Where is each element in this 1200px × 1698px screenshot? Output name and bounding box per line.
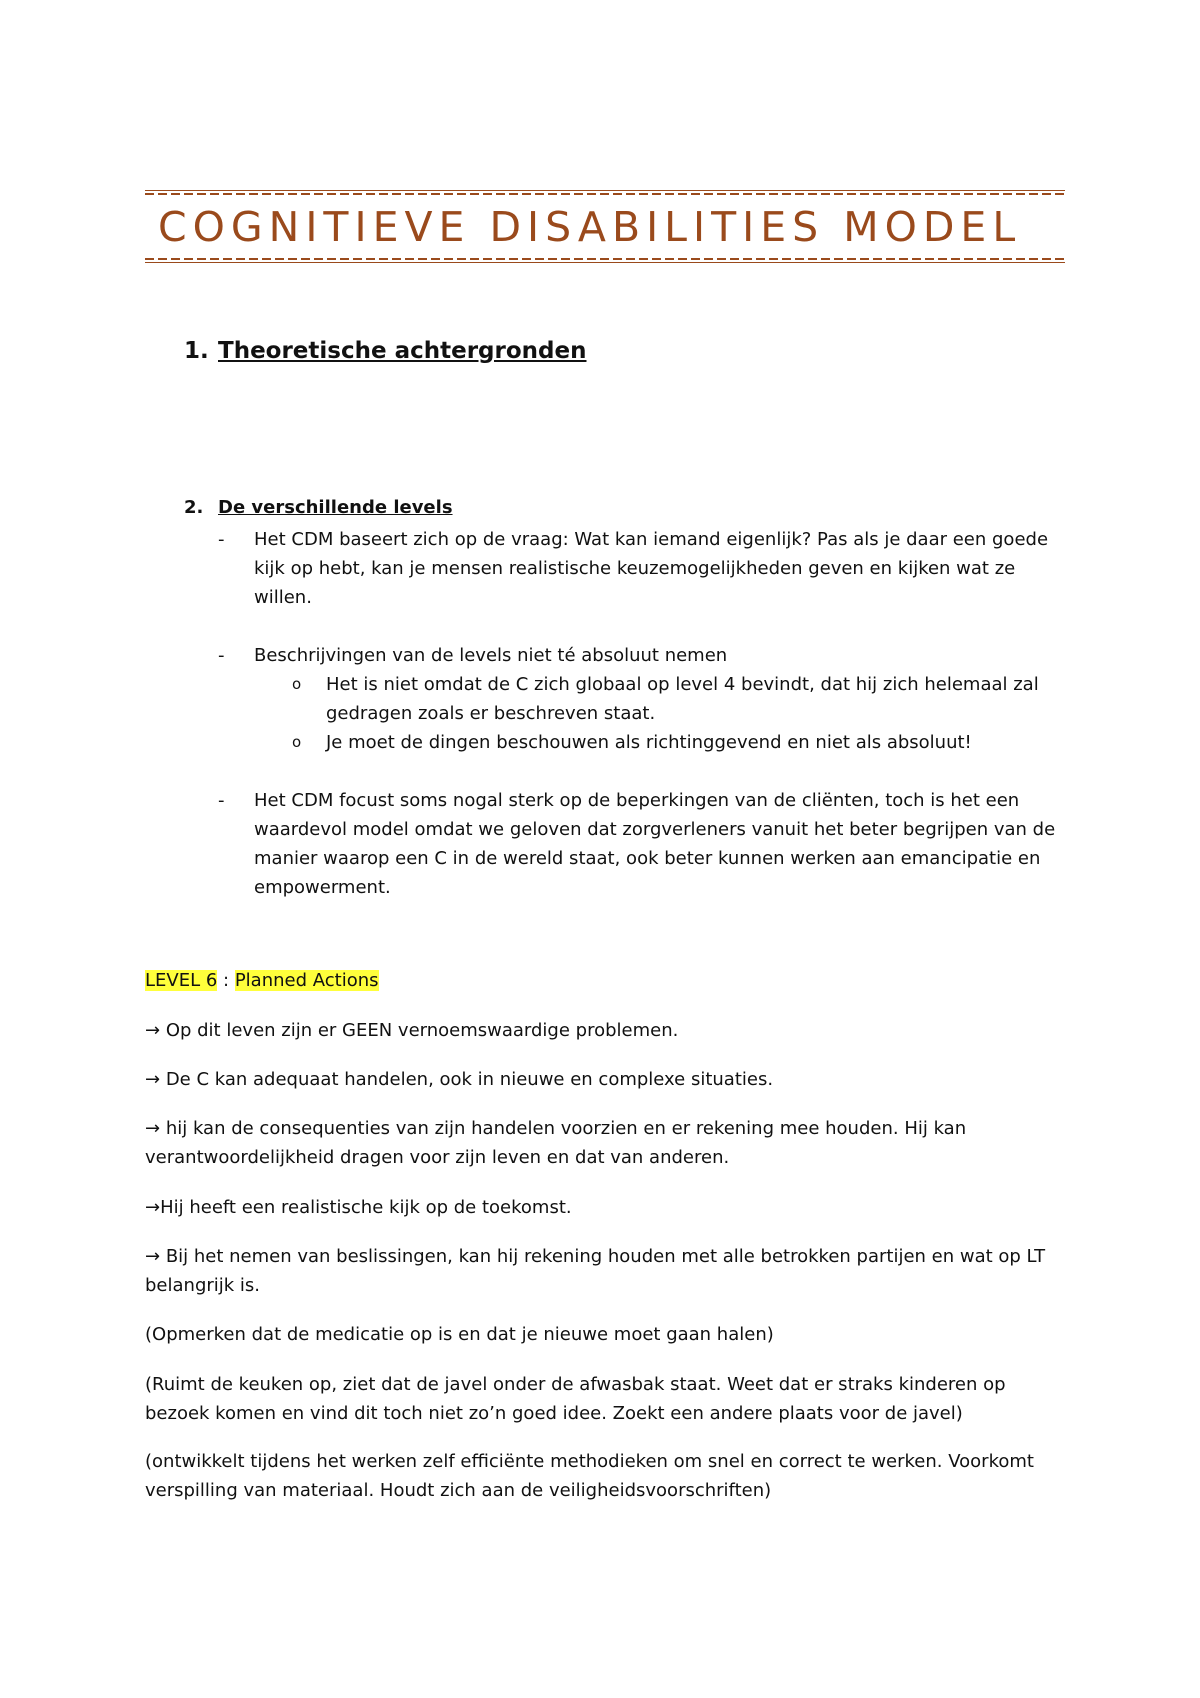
list-item [218,786,1068,902]
level-point-text: Bij het nemen van beslissingen, kan hij rekening houden met alle betrokken partijen en wat op LT belangrijk is. [145,1246,1046,1296]
section-1-title: Theoretische achtergronden [218,338,587,364]
section-2-heading [184,497,453,518]
title-top-rule [145,190,1065,191]
list-item [218,525,1068,612]
arrow-icon: → [145,1246,161,1267]
level-point [145,1114,1065,1172]
section-1-heading [184,338,586,364]
example-text: (ontwikkelt tijdens het werken zelf efficiënte methodieken om snel en correct te werken. Voorkomt verspilling van materiaal. Houdt zich aan de veiligheidsvoorschriften) [145,1451,1034,1501]
level-heading [145,966,1065,995]
section-2-number: 2. [184,497,204,518]
bullet-dash: - [218,645,225,666]
bullet-dash: - [218,790,225,811]
title-top-dashed-rule [145,193,1065,195]
level-point-text: Op dit leven zijn er GEEN vernoemswaardige problemen. [160,1020,679,1041]
title-block [145,190,1065,263]
example-text: (Ruimt de keuken op, ziet dat de javel onder de afwasbak staat. Weet dat er straks kinderen op bezoek komen en vind dit toch niet zo’n goed idee. Zoekt een andere plaats voor de javel) [145,1374,1006,1424]
section-1-number: 1. [184,338,209,364]
sub-list-item [292,670,1062,728]
bullet-text: Het CDM focust soms nogal sterk op de beperkingen van de cliënten, toch is het een waardevol model omdat we geloven dat zorgverleners vanuit het beter begrijpen van de manier waarop een C in de wereld staat, ook beter kunnen werken aan emancipatie en empowerment. [254,790,1056,898]
arrow-icon: → [145,1069,161,1090]
level-point-text: De C kan adequaat handelen, ook in nieuwe en complexe situaties. [160,1069,774,1090]
subbullet-text: Je moet de dingen beschouwen als richtinggevend en niet als absoluut! [326,732,972,753]
level-point [145,1242,1065,1300]
bullet-text: Beschrijvingen van de levels niet té absoluut nemen [254,645,728,666]
level-point-text: hij kan de consequenties van zijn handelen voorzien en er rekening mee houden. Hij kan verantwoordelijkheid dragen voor zijn leven en dat van anderen. [145,1118,967,1168]
section-2-title: De verschillende levels [218,497,453,518]
level-point [145,1016,1065,1045]
title-bottom-dashed-rule [145,258,1065,260]
sub-list-item [292,728,1062,757]
level-name: Planned Actions [234,970,379,991]
bullet-text: Het CDM baseert zich op de vraag: Wat kan iemand eigenlijk? Pas als je daar een goede kijk op hebt, kan je mensen realistische keuzemogelijkheden geven en kijken wat ze willen. [254,529,1049,608]
arrow-icon: → [145,1197,161,1218]
title-bottom-rule [145,262,1065,263]
level-point [145,1193,1065,1222]
arrow-icon: → [145,1118,161,1139]
subbullet-marker: o [292,675,302,693]
level-label: LEVEL 6 [145,970,218,991]
subbullet-text: Het is niet omdat de C zich globaal op level 4 bevindt, dat hij zich helemaal zal gedragen zoals er beschreven staat. [326,674,1039,724]
level-point-text: Hij heeft een realistische kijk op de toekomst. [160,1197,572,1218]
level-separator: : [217,970,235,991]
example-text: (Opmerken dat de medicatie op is en dat je nieuwe moet gaan halen) [145,1324,774,1345]
list-item [218,641,1068,670]
arrow-icon: → [145,1020,161,1041]
level-point [145,1065,1065,1094]
subbullet-marker: o [292,733,302,751]
bullet-dash: - [218,529,225,550]
document-title: COGNITIEVE DISABILITIES MODEL [158,203,1022,251]
